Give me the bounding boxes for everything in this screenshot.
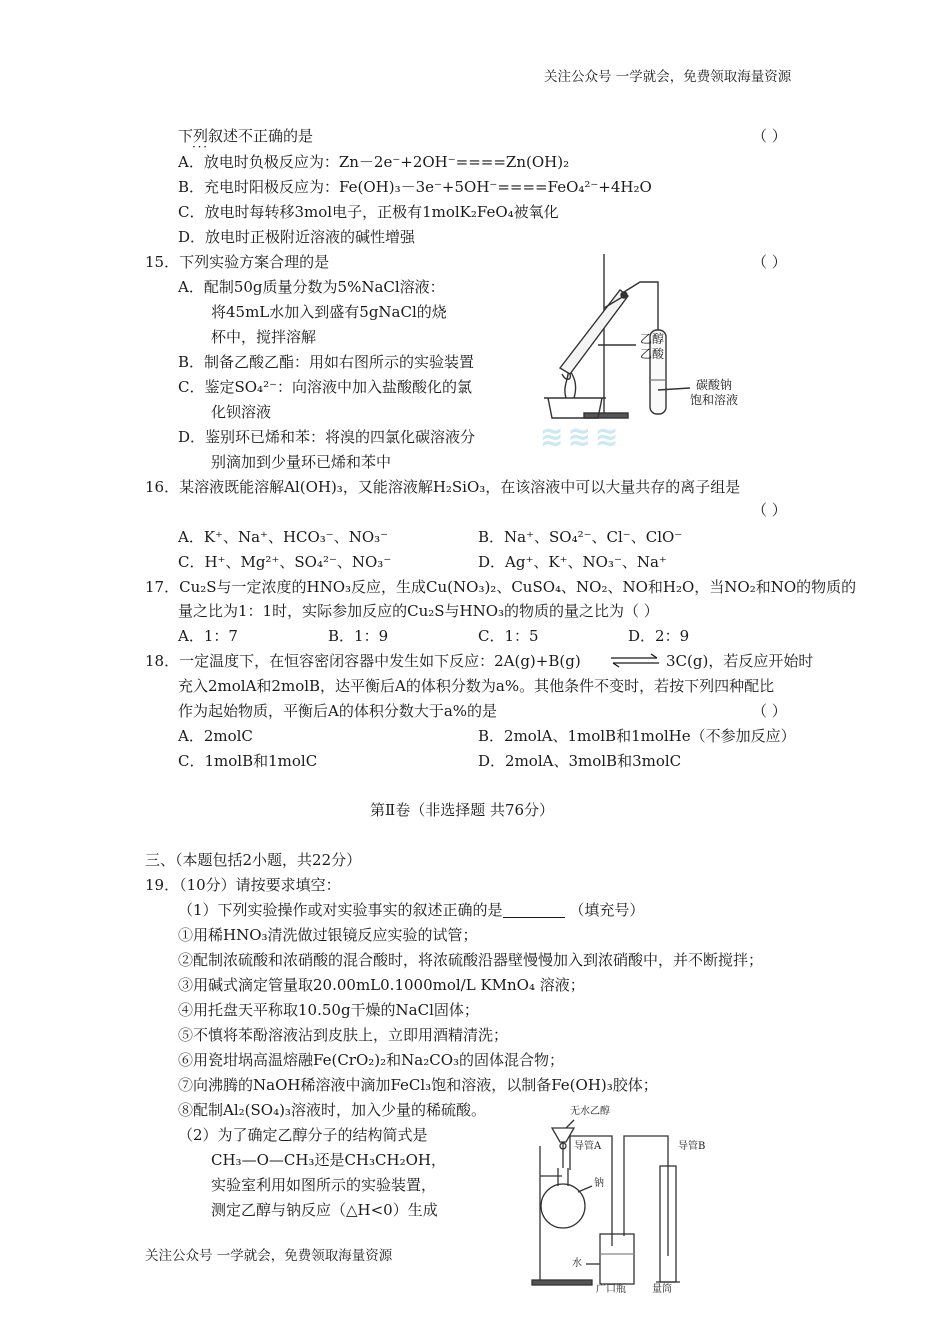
equilibrium-arrow-icon (607, 651, 663, 669)
label-ethanol: 乙醇 (640, 332, 665, 346)
q16-option-c: C．H⁺、Mg²⁺、SO₄²⁻、NO₃⁻ (178, 553, 392, 571)
q18-option-b: B．2molA、1molB和1molHe（不参加反应） (478, 727, 796, 745)
q15-answer-paren: （ ） (752, 253, 787, 271)
label-wide-mouth-bottle: 广口瓶 (596, 1284, 626, 1295)
label-cylinder: 量筒 (652, 1284, 672, 1295)
page-footer: 关注公众号 一学就会，免费领取海量资源 (145, 1248, 393, 1264)
q19-sub2-line3: 实验室利用如图所示的实验装置， (211, 1176, 437, 1194)
q15-option-a: A．配制50g质量分数为5%NaCl溶液： (178, 278, 445, 296)
q17-option-d: D．2：9 (628, 627, 690, 645)
q16-stem: 16．某溶液既能溶解Al(OH)₃，又能溶液解H₂SiO₃，在该溶液中可以大量共存的离子组是 (145, 478, 741, 496)
q19-answer-blank[interactable] (503, 902, 565, 918)
ethanol-sodium-apparatus-figure (530, 1106, 720, 1296)
label-sodium-carbonate: 碳酸钠 (696, 378, 733, 392)
q16-answer-paren: （ ） (752, 501, 787, 519)
q19-sub2-line4: 测定乙醇与钠反应（△H<0）生成 (211, 1201, 438, 1219)
q15-option-d-cont: 别滴加到少量环已烯和苯中 (211, 453, 392, 471)
q19-item-6: ⑥用瓷坩埚高温熔融Fe(CrO₂)₂和Na₂CO₃的固体混合物； (178, 1051, 565, 1069)
q15-option-c: C．鉴定SO₄²⁻：向溶液中加入盐酸酸化的氯 (178, 378, 472, 396)
q19-item-3: ③用碱式滴定管量取20.00mL0.1000mol/L KMnO₄ 溶液； (178, 976, 585, 994)
q14-option-c: C．放电时每转移3mol电子，正极有1molK₂FeO₄被氧化 (178, 203, 559, 221)
q14-option-b: B．充电时阳极反应为：Fe(OH)₃－3e⁻+5OH⁻====FeO₄²⁻+4H₂O (178, 178, 652, 196)
q15-option-d: D．鉴别环已烯和苯：将溴的四氯化碳溶液分 (178, 428, 476, 446)
ester-apparatus-figure (540, 250, 760, 453)
q18-line1-part2: 3C(g)，若反应开始时 (666, 652, 814, 670)
q16-option-b: B．Na⁺、SO₄²⁻、Cl⁻、ClO⁻ (478, 528, 683, 546)
section3-title: 三、（本题包括2小题，共22分） (145, 851, 362, 869)
q19-item-7: ⑦向沸腾的NaOH稀溶液中滴加FeCl₃饱和溶液，以制备Fe(OH)₃胶体； (178, 1076, 658, 1094)
q15-option-a-cont2: 杯中，搅拌溶解 (211, 328, 317, 346)
q19-sub2-line2: CH₃—O—CH₃还是CH₃CH₂OH， (211, 1151, 446, 1169)
q17-option-a: A．1：7 (178, 627, 238, 645)
q19-item-2: ②配制浓硫酸和浓硝酸的混合酸时，将浓硫酸沿器壁慢慢加入到浓硝酸中，并不断搅拌； (178, 951, 764, 969)
q19-item-5: ⑤不慎将苯酚溶液沾到皮肤上，立即用酒精清洗； (178, 1026, 509, 1044)
label-water: 水 (572, 1258, 582, 1269)
q19-sub1 (178, 900, 644, 920)
q14-option-a: A．放电时负极反应为：Zn－2e⁻+2OH⁻====Zn(OH)₂ (178, 153, 570, 171)
q19-stem: 19．（10分）请按要求填空： (145, 876, 341, 894)
label-anhydrous-ethanol: 无水乙醇 (570, 1106, 610, 1117)
q19-sub2-line1: （2）为了确定乙醇分子的结构简式是 (178, 1126, 428, 1144)
label-sodium: 钠 (594, 1178, 604, 1189)
q16-option-d: D．Ag⁺、K⁺、NO₃⁻、Na⁺ (478, 553, 667, 571)
ethanol-sodium-apparatus-drawing (530, 1106, 720, 1296)
q15-option-c-cont: 化钡溶液 (211, 403, 272, 421)
q19-sub1-text: （1）下列实验操作或对实验事实的叙述正确的是 (178, 901, 503, 919)
part2-title: 第Ⅱ卷（非选择题 共76分） (370, 801, 555, 819)
q14-stem: 下列叙述不正确的是 · · · (178, 126, 313, 146)
equilibrium-arrow-drawing (607, 651, 663, 669)
q15-option-b: B．制备乙酸乙酯：用如右图所示的实验装置 (178, 353, 475, 371)
q18-option-a: A．2molC (178, 727, 253, 745)
q18-line3: 作为起始物质，平衡后A的体积分数大于a%的是 (178, 702, 498, 720)
q14-answer-paren: （ ） (752, 127, 787, 145)
q17-line1: 17．Cu₂S与一定浓度的HNO₃反应，生成Cu(NO₃)₂、CuSO₄、NO₂、NO和H₂O，当NO₂和NO的物质的 (145, 578, 857, 596)
q19-item-1: ①用稀HNO₃清洗做过银镜反应实验的试管； (178, 926, 478, 944)
label-acetic-acid: 乙酸 (640, 347, 665, 361)
q17-option-b: B．1：9 (328, 627, 389, 645)
q18-line1-part1: 18．一定温度下，在恒容密闭容器中发生如下反应：2A(g)+B(g) (145, 652, 581, 670)
label-saturated-solution: 饱和溶液 (690, 393, 739, 407)
q18-option-d: D．2molA、3molB和3molC (478, 752, 682, 770)
watermark-smudge: ≋≋≋ (540, 420, 623, 453)
label-tube-b: 导管B (678, 1141, 706, 1152)
q18-option-c: C．1molB和1molC (178, 752, 318, 770)
q17-option-c: C．1：5 (478, 627, 539, 645)
q15-stem: 15．下列实验方案合理的是 (145, 253, 330, 271)
q18-answer-paren: （ ） (752, 702, 787, 720)
q18-line2: 充入2molA和2molB，达平衡后A的体积分数为a%。其他条件不变时，若按下列四种配比 (178, 677, 775, 695)
page-header: 关注公众号 一学就会，免费领取海量资源 (544, 69, 792, 85)
q19-item-4: ④用托盘天平称取10.50g干燥的NaCl固体； (178, 1001, 479, 1019)
q19-item-8: ⑧配制Al₂(SO₄)₃溶液时，加入少量的稀硫酸。 (178, 1101, 486, 1119)
q19-sub1-suffix: （填充号） (569, 901, 645, 919)
q15-option-a-cont1: 将45mL水加入到盛有5gNaCl的烧 (211, 303, 447, 321)
label-tube-a: 导管A (574, 1141, 602, 1152)
q14-option-d: D．放电时正极附近溶液的碱性增强 (178, 228, 416, 246)
q17-line2: 量之比为1：1时，实际参加反应的Cu₂S与HNO₃的物质的量之比为（ ） (178, 602, 659, 620)
q16-option-a: A．K⁺、Na⁺、HCO₃⁻、NO₃⁻ (178, 528, 389, 546)
